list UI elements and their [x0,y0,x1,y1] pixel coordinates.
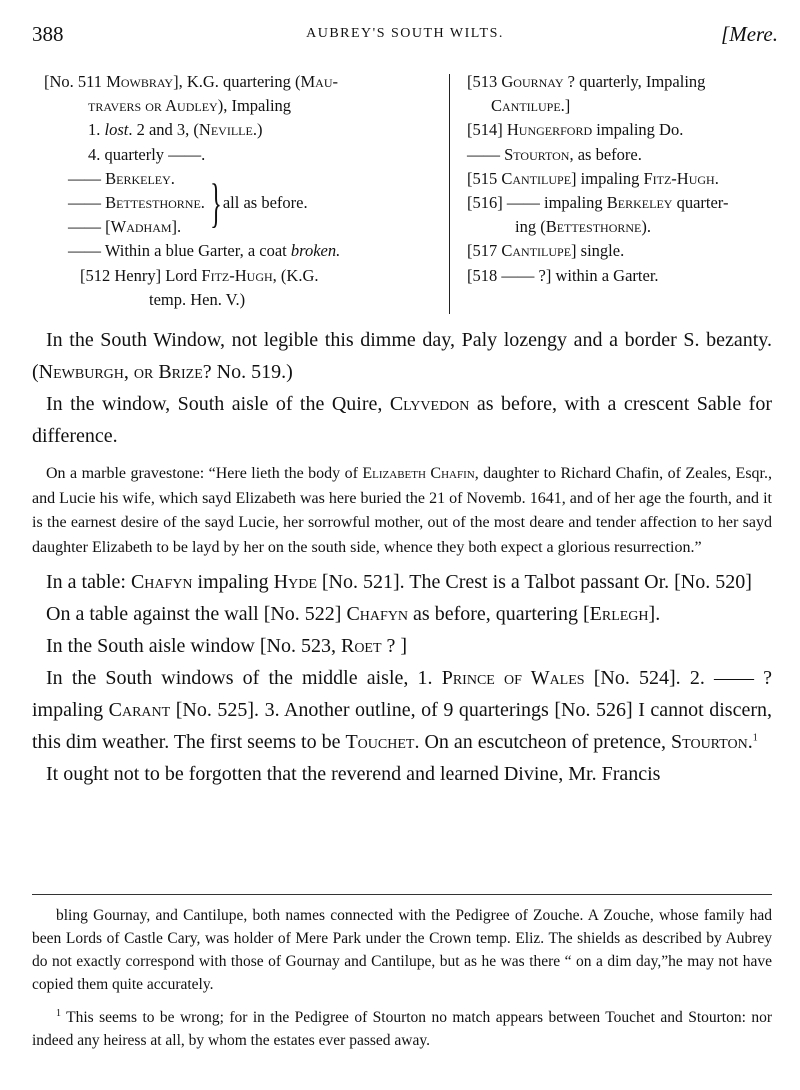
note-continued: bling Gournay, and Cantilupe, both names connected with the Pedigree of Zouche. A Zouche, whose family had been Lords of Castle Cary, was holder of Mere Park under the Crown temp. Eliz. The shields as described by Aubrey do not exactly correspond with those of Gournay and Cantilupe, but as he was there “ on a dim day,”he may not have copied them quite accurately. [32,907,772,993]
entry-berkeley: —— Berkeley. [68,168,175,188]
entry-516-cont: ing (Bettesthorne). [515,217,652,237]
footnote-marker: 1 [56,1007,61,1019]
footnote-rule [32,894,772,895]
paragraph-divine: It ought not to be forgotten that the reverend and learned Divine, Mr. Francis [46,763,661,785]
entry-wadham: —— [Wadham]. [68,217,182,237]
entry-513: [513 Gournay ? quarterly, Impaling [467,72,706,91]
entry-512-cont: temp. Hen. V.) [149,289,246,309]
entry-516: [516] —— impaling Berkeley quarter- [467,193,729,213]
entry-511-quarters: 1. lost. 2 and 3, (Neville.) [88,120,263,140]
entry-stourton: —— Stourton, as before. [467,144,642,164]
brace-items [68,167,205,240]
entry-517: [517 Cantilupe] single. [467,241,625,261]
entry-518: [518 —— ?] within a Garter. [467,265,659,285]
paragraph-quire-window: In the window, South aisle of the Quire, Clyvedon as before, with a crescent Sable for difference. [32,393,772,447]
brace-note: all as before. [222,193,308,213]
entry-511-quarter4: 4. quarterly ——. [88,144,206,164]
entry-511-cont: travers or Audley), Impaling [88,96,292,116]
entry-garter: —— Within a blue Garter, a coat broken. [68,241,341,261]
entry-514: [514] Hungerford impaling Do. [467,120,684,140]
body-text [32,324,772,790]
entry-513-cont: Cantilupe.] [491,96,571,116]
paragraph-south-window: In the South Window, not legible this dimme day, Paly lozengy and a border S. bezanty. (Newburgh, or Brize? No. 519.) [32,329,772,383]
left-column [44,70,424,312]
paragraph-wall-table: On a table against the wall [No. 522] Chafyn as before, quartering [Erlegh]. [46,603,661,625]
running-head [32,22,778,52]
footnotes [32,904,772,1052]
entry-511: [No. 511 Mowbray], K.G. quartering (Mau- [44,72,338,91]
paragraph-middle-aisle: In the South windows of the middle aisle, 1. Prince of Wales [No. 524]. 2. —— ? impaling Carant [No. 525]. 3. Another outline, of 9 quarterings [No. 526] I cannot discern, this dim weather. The first seems to be Touchet. On an escutcheon of pretence, Stourton.$^1$ [32,667,773,753]
running-title: AUBREY'S SOUTH WILTS. [306,26,504,41]
side-title: [Mere. [721,22,778,46]
page-number: 388 [32,22,64,46]
entry-512: [512 Henry] Lord Fitz-Hugh, (K.G. [80,265,319,285]
footnote-1: $^1$ This seems to be wrong; for in the Pedigree of Stourton no match appears between Touchet and Stourton: nor indeed any heiress at all, by whom the estates ever passed away. [32,1007,772,1049]
footnote-ref: 1 [752,732,758,744]
entry-515: [515 Cantilupe] impaling Fitz-Hugh. [467,168,719,188]
right-column [467,70,792,288]
paragraph-table: In a table: Chafyn impaling Hyde [No. 521]. The Crest is a Talbot passant Or. [No. 520] [46,571,752,593]
paragraph-aisle-window: In the South aisle window [No. 523, Roet ? ] [46,635,408,657]
brace-group [44,167,424,240]
column-divider [449,74,450,314]
entry-bettesthorne: —— Bettesthorne. [68,193,205,213]
gravestone-quote: On a marble gravestone: “Here lieth the body of Elizabeth Chafin, daughter to Richard Chafin, of Zeales, Esqr., and Lucie his wife, which sayd Elizabeth was here buried the 21 of Novemb. 1641, and of her age the fourth, and it is the earnest desire of the sayd Lucie, her sorrowful mother, out of the most deare and tender affection to her sayd daughter Elizabeth to be layd by her on the south side, whence they both expect a glorious resurrection.” [32,465,772,556]
curly-brace: } [210,173,222,234]
